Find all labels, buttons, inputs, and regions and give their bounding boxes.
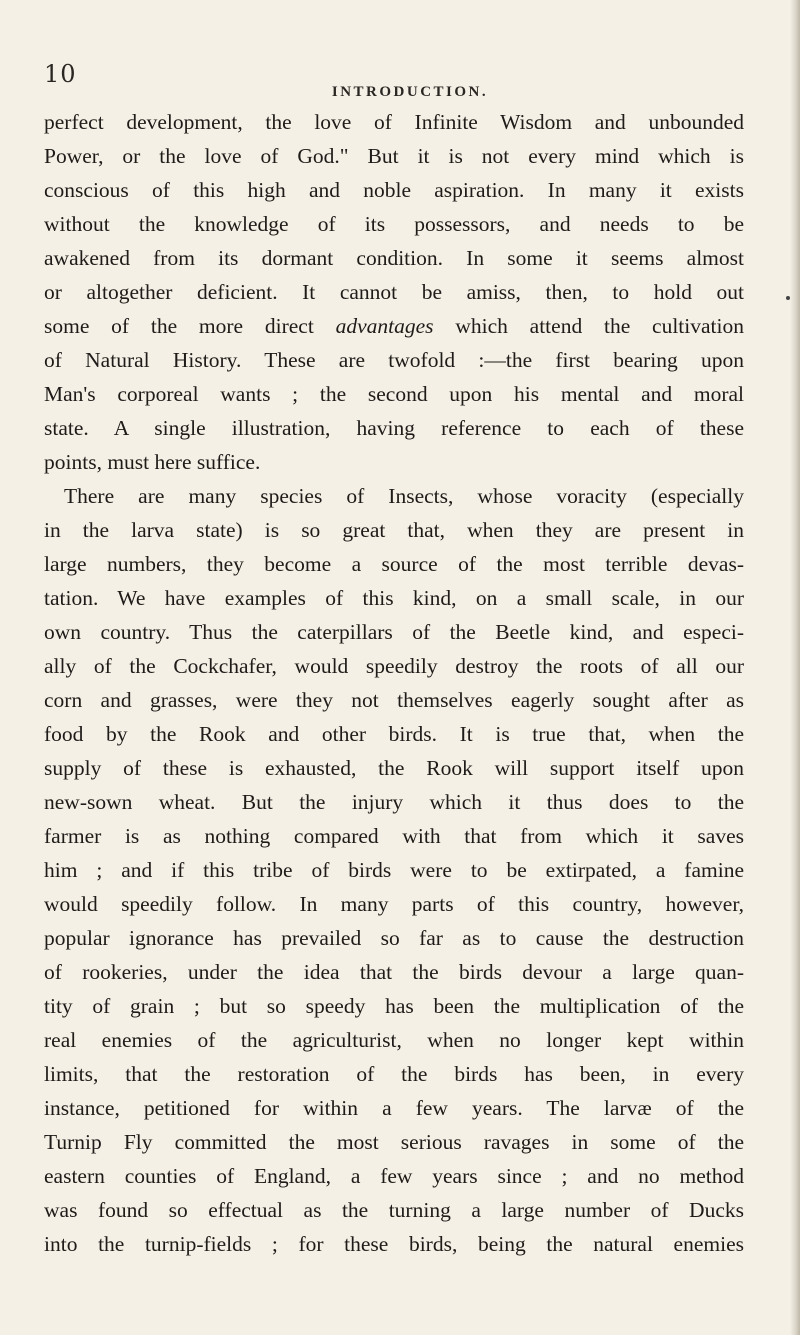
text-line: There are many species of Insects, whose voracity (especially [64, 484, 744, 508]
text-line: large numbers, they become a source of the most terrible devas- [44, 552, 744, 576]
text-line: food by the Rook and other birds. It is true that, when the [44, 722, 744, 746]
text-line: limits, that the restoration of the birds has been, in every [44, 1062, 744, 1086]
page-edge-shadow [790, 0, 800, 1335]
text-line: tity of grain ; but so speedy has been the multiplication of the [44, 994, 744, 1018]
text-line: in the larva state) is so great that, when they are present in [44, 518, 744, 542]
text-segment: which attend the cultivation [433, 314, 744, 338]
page-number: 10 [44, 60, 77, 88]
text-line: or altogether deficient. It cannot be amiss, then, to hold out [44, 280, 744, 304]
text-line: would speedily follow. In many parts of this country, however, [44, 892, 744, 916]
text-line: supply of these is exhausted, the Rook will support itself upon [44, 756, 744, 780]
text-line: awakened from its dormant condition. In some it seems almost [44, 246, 744, 270]
text-line: perfect development, the love of Infinite Wisdom and unbounded [44, 110, 744, 134]
text-line: corn and grasses, were they not themselves eagerly sought after as [44, 688, 744, 712]
text-line: without the knowledge of its possessors, and needs to be [44, 212, 744, 236]
text-line: him ; and if this tribe of birds were to be extirpated, a famine [44, 858, 744, 882]
text-line: into the turnip-fields ; for these birds, being the natural enemies [44, 1232, 744, 1256]
text-line: Man's corporeal wants ; the second upon his mental and moral [44, 382, 744, 406]
text-line: tation. We have examples of this kind, on a small scale, in our [44, 586, 744, 610]
text-line: Power, or the love of God." But it is not every mind which is [44, 144, 744, 168]
running-head: INTRODUCTION. [331, 84, 489, 100]
text-line: farmer is as nothing compared with that from which it saves [44, 824, 744, 848]
text-line: ally of the Cockchafer, would speedily destroy the roots of all our [44, 654, 744, 678]
text-line: conscious of this high and noble aspiration. In many it exists [44, 178, 744, 202]
text-line: points, must here suffice. [44, 450, 261, 474]
text-line: of rookeries, under the idea that the birds devour a large quan- [44, 960, 744, 984]
text-line: new-sown wheat. But the injury which it thus does to the [44, 790, 744, 814]
text-line: state. A single illustration, having reference to each of these [44, 416, 744, 440]
text-line: was found so effectual as the turning a large number of Ducks [44, 1198, 744, 1222]
text-line: Turnip Fly committed the most serious ravages in some of the [44, 1130, 744, 1154]
text-segment: some of the more direct [44, 314, 336, 338]
text-line: popular ignorance has prevailed so far as to cause the destruction [44, 926, 744, 950]
text-line: real enemies of the agriculturist, when no longer kept within [44, 1028, 744, 1052]
emphasis-advantages: advantages [335, 314, 434, 338]
text-line: eastern counties of England, a few years since ; and no method [44, 1164, 744, 1188]
text-line [44, 309, 744, 343]
text-line: of Natural History. These are twofold :—the first bearing upon [44, 348, 744, 372]
text-line: instance, petitioned for within a few years. The larvæ of the [44, 1096, 744, 1120]
text-line: own country. Thus the caterpillars of the Beetle kind, and especi- [44, 620, 744, 644]
